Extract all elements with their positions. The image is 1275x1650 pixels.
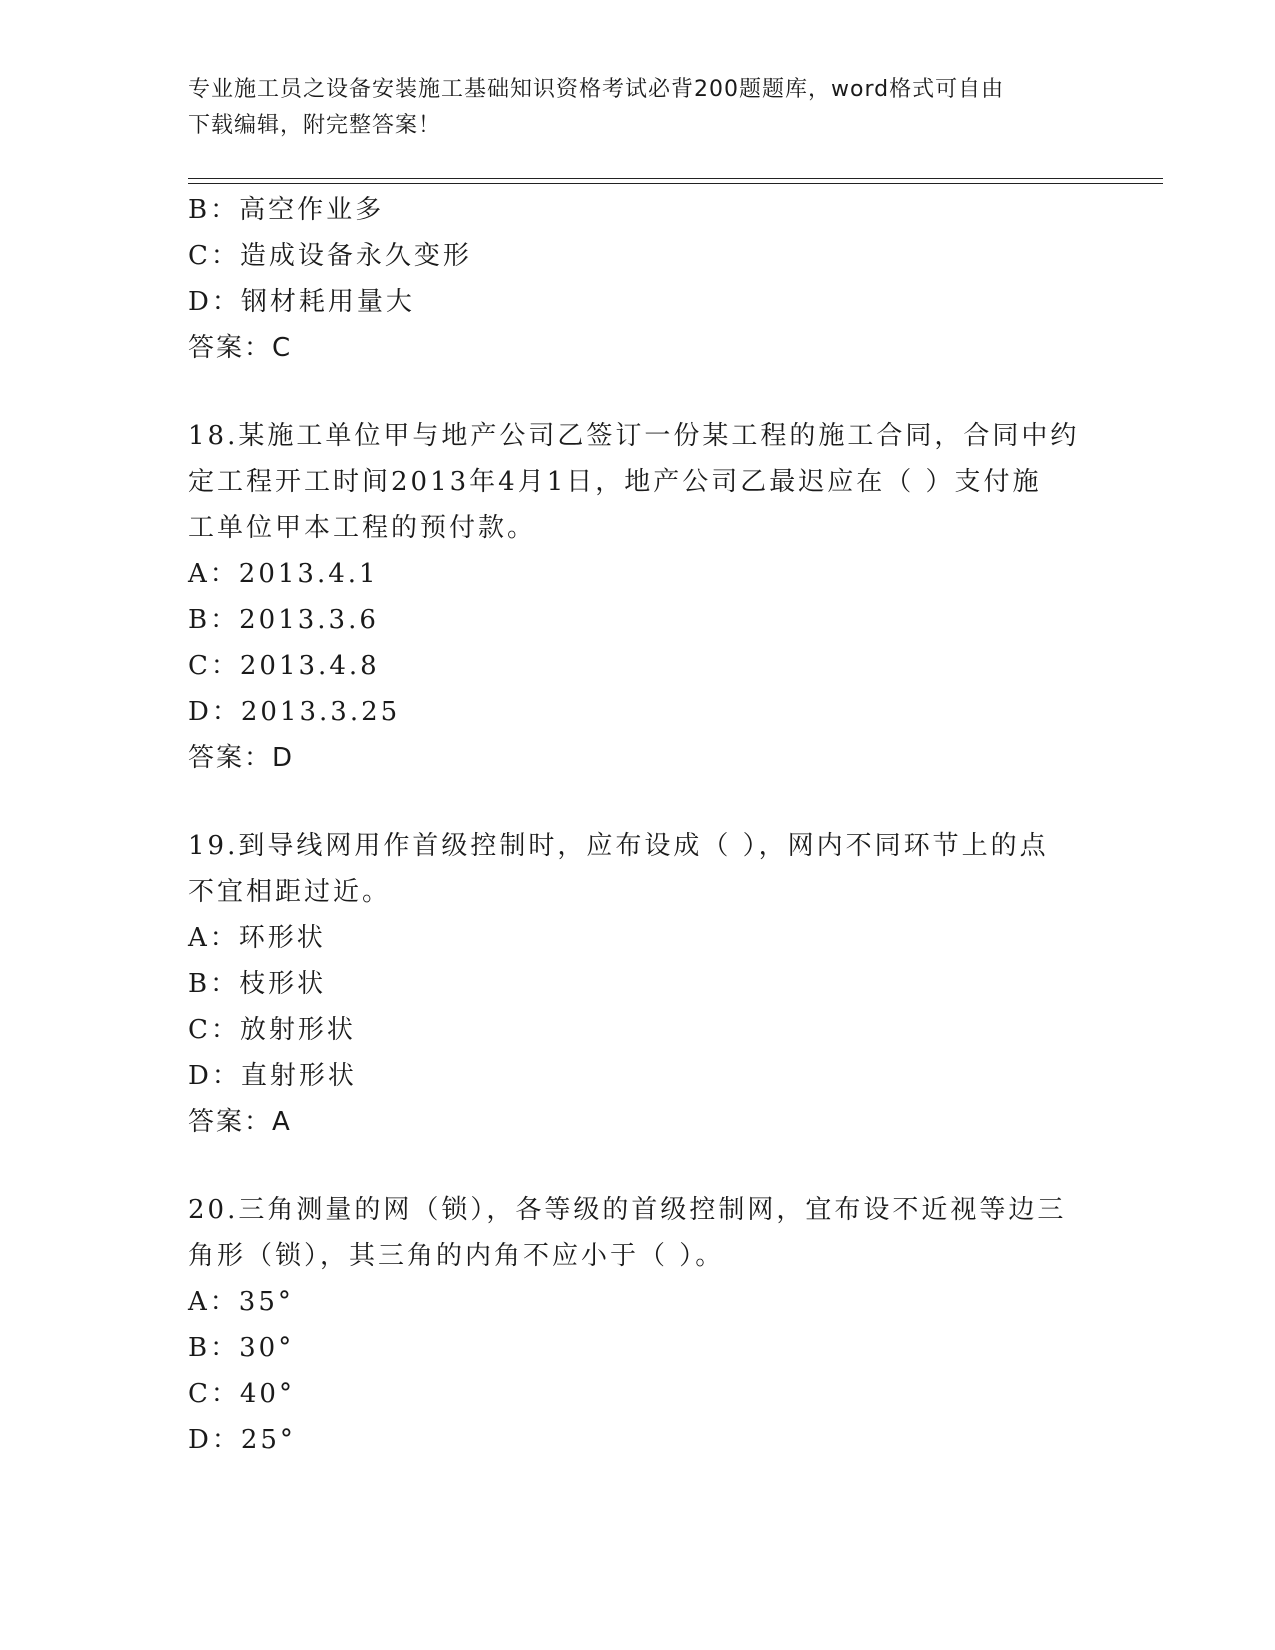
question-17-tail bbox=[188, 187, 1088, 371]
option-b: B：枝形状 bbox=[188, 969, 327, 999]
header-line-2: 下载编辑，附完整答案！ bbox=[188, 113, 442, 138]
header-line-1: 专业施工员之设备安装施工基础知识资格考试必背200题题库，word格式可自由 bbox=[188, 77, 1005, 102]
question-stem-line: 工单位甲本工程的预付款。 bbox=[188, 513, 537, 543]
option-c: C：造成设备永久变形 bbox=[188, 241, 472, 271]
option-b: B：2013.3.6 bbox=[188, 605, 379, 635]
answer-line: 答案：A bbox=[188, 1107, 292, 1137]
header-divider-top bbox=[188, 178, 1163, 179]
question-20 bbox=[188, 1187, 1088, 1463]
option-c: C：放射形状 bbox=[188, 1015, 356, 1045]
option-a: A：2013.4.1 bbox=[188, 559, 379, 589]
option-c: C：40° bbox=[188, 1379, 295, 1409]
question-stem-line: 20.三角测量的网（锁），各等级的首级控制网，宜布设不近视等边三 bbox=[188, 1195, 1067, 1225]
answer-line: 答案：C bbox=[188, 333, 293, 363]
option-b: B：30° bbox=[188, 1333, 295, 1363]
question-stem-line: 角形（锁），其三角的内角不应小于（ ）。 bbox=[188, 1241, 725, 1271]
option-a: A：环形状 bbox=[188, 923, 326, 953]
option-d: D：钢材耗用量大 bbox=[188, 287, 415, 317]
question-stem-line: 不宜相距过近。 bbox=[188, 877, 392, 907]
question-stem-line: 定工程开工时间2013年4月1日，地产公司乙最迟应在（ ）支付施 bbox=[188, 467, 1042, 497]
question-stem-line: 18.某施工单位甲与地产公司乙签订一份某工程的施工合同，合同中约 bbox=[188, 421, 1080, 451]
option-a: A：35° bbox=[188, 1287, 294, 1317]
option-b: B：高空作业多 bbox=[188, 195, 385, 225]
question-stem-line: 19.到导线网用作首级控制时，应布设成（ ），网内不同环节上的点 bbox=[188, 831, 1049, 861]
question-19 bbox=[188, 823, 1088, 1145]
option-d: D：2013.3.25 bbox=[188, 697, 401, 727]
document-header bbox=[188, 72, 1088, 144]
answer-line: 答案：D bbox=[188, 743, 295, 773]
header-divider-bottom bbox=[188, 183, 1163, 184]
question-18 bbox=[188, 413, 1088, 781]
question-content bbox=[188, 187, 1088, 1463]
option-d: D：25° bbox=[188, 1425, 296, 1455]
option-d: D：直射形状 bbox=[188, 1061, 357, 1091]
option-c: C：2013.4.8 bbox=[188, 651, 380, 681]
